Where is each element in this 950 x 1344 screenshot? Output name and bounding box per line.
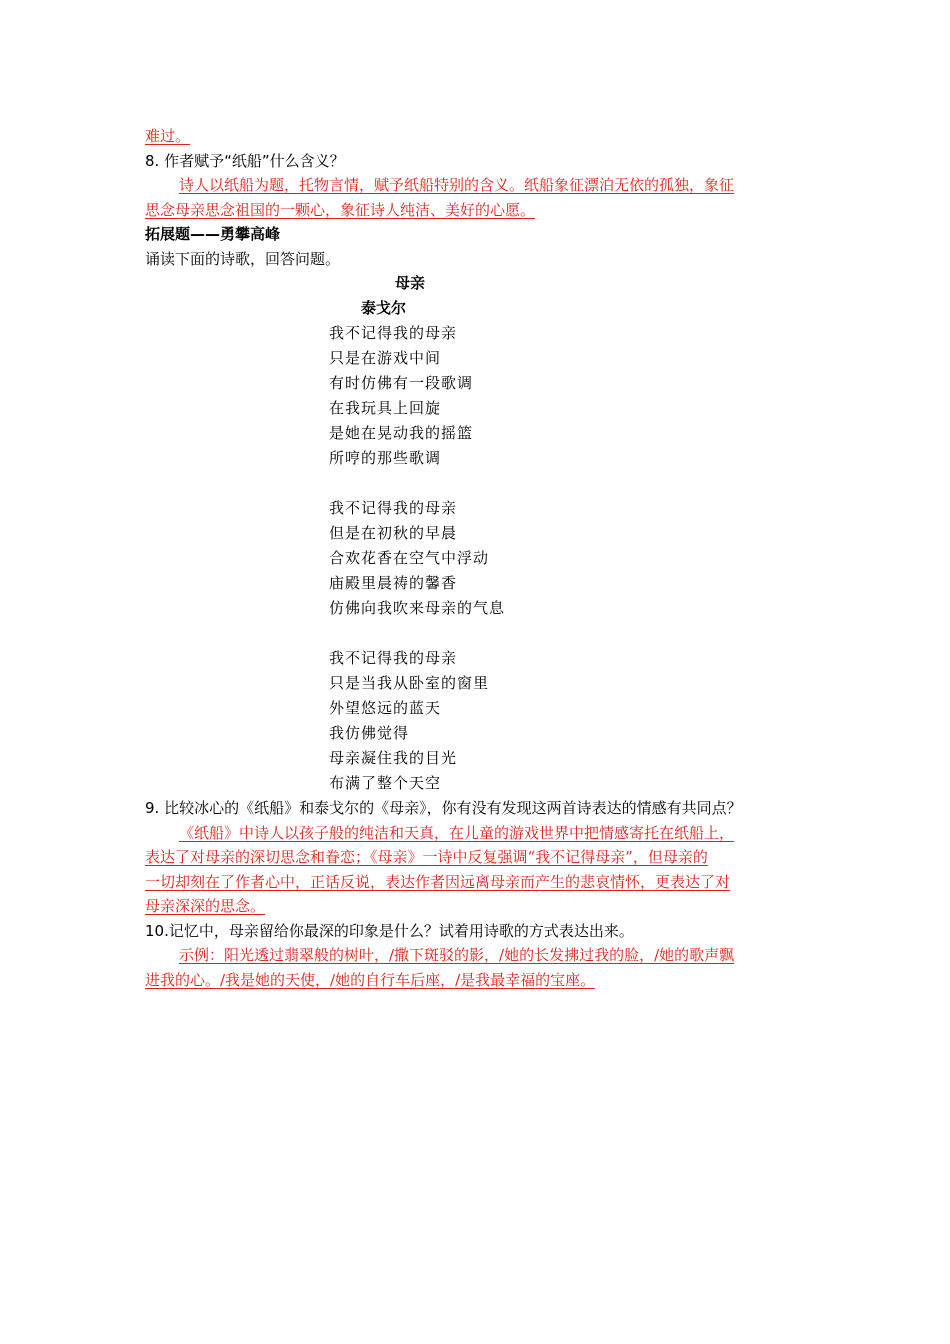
answer-9-line: 表达了对母亲的深切思念和眷恋；《母亲》一诗中反复强调“我不记得母亲”，但母亲的 <box>145 848 708 866</box>
answer-8-line: 诗人以纸船为题，托物言情，赋予纸船特别的含义。纸船象征漂泊无依的孤独，象征 <box>179 176 735 194</box>
poem-stanza <box>145 496 810 621</box>
answer-10-line: 进我的心。/我是她的天使，/她的自行车后座，/是我最幸福的宝座。 <box>145 970 596 989</box>
question-9: 9. 比较冰心的《纸船》和泰戈尔的《母亲》，你有没有发现这两首诗表达的情感有共同点？ <box>145 799 742 817</box>
poem-stanza <box>145 646 810 796</box>
poem-line: 我不记得我的母亲 <box>329 324 458 342</box>
poem <box>145 271 810 796</box>
answer-8-line: 思念母亲思念祖国的一颗心，象征诗人纯洁、美好的心愿。 <box>145 200 536 219</box>
stanza-gap <box>145 621 810 646</box>
poem-line: 我仿佛觉得 <box>329 724 410 742</box>
answer-9-line: 《纸船》中诗人以孩子般的纯洁和天真，在儿童的游戏世界中把情感寄托在纸船上， <box>179 823 735 842</box>
poem-line: 仿佛向我吹来母亲的气息 <box>329 599 506 617</box>
poem-line: 我不记得我的母亲 <box>329 649 458 667</box>
question-8: 8. 作者赋予“纸船”什么含义？ <box>145 151 345 170</box>
poem-line: 合欢花香在空气中浮动 <box>329 549 490 567</box>
poem-title: 母亲 <box>394 274 425 292</box>
poem-line: 是她在晃动我的摇篮 <box>329 424 474 442</box>
section-title: 拓展题——勇攀高峰 <box>145 225 281 243</box>
instruction: 诵读下面的诗歌，回答问题。 <box>145 249 341 268</box>
poem-line: 母亲凝住我的目光 <box>329 749 458 767</box>
poem-author: 泰戈尔 <box>361 299 407 317</box>
poem-line: 我不记得我的母亲 <box>329 499 458 517</box>
answer-9-line: 母亲深深的思念。 <box>145 897 266 915</box>
poem-line: 只是在游戏中间 <box>329 349 442 367</box>
poem-line: 所哼的那些歌调 <box>329 449 442 467</box>
stanza-gap <box>145 471 810 496</box>
previous-answer-tail: 难过。 <box>145 127 191 145</box>
poem-line: 外望悠远的蓝天 <box>329 699 442 717</box>
poem-line: 只是当我从卧室的窗里 <box>329 674 490 692</box>
poem-line: 布满了整个天空 <box>329 774 442 792</box>
poem-stanza <box>145 321 810 471</box>
poem-line: 有时仿佛有一段歌调 <box>329 374 474 392</box>
poem-line: 庙殿里晨祷的馨香 <box>329 574 458 592</box>
document-page <box>145 124 810 992</box>
answer-10-line: 示例：阳光透过翡翠般的树叶，/撒下斑驳的影，/她的长发拂过我的脸，/她的歌声飘 <box>179 946 735 964</box>
poem-line: 在我玩具上回旋 <box>329 399 442 417</box>
answer-9-line: 一切却刻在了作者心中，正话反说，表达作者因远离母亲而产生的悲哀情怀，更表达了对 <box>145 872 731 891</box>
question-10: 10.记忆中，母亲留给你最深的印象是什么？试着用诗歌的方式表达出来。 <box>145 921 634 940</box>
poem-line: 但是在初秋的早晨 <box>329 524 458 542</box>
